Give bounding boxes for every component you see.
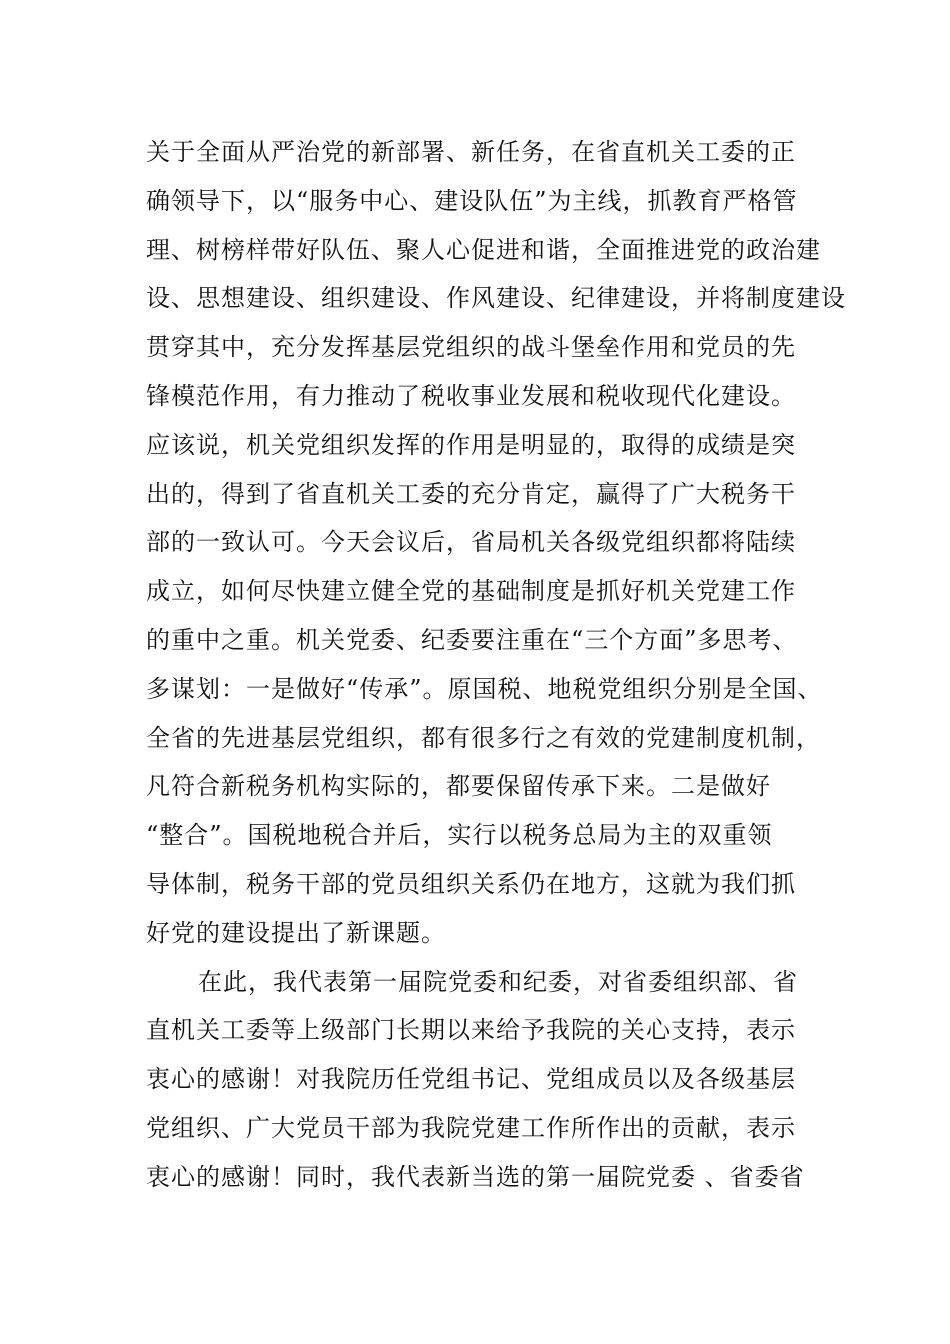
text-line: 成立，如何尽快建立健全党的基础制度是抓好机关党建工作 — [146, 577, 796, 606]
text-line: 出的，得到了省直机关工委的充分肯定，赢得了广大税务干 — [146, 479, 796, 508]
text-line: 多谋划：一是做好“传承”。原国税、地税党组织分别是全国、 — [146, 674, 823, 703]
text-line: 直机关工委等上级部门长期以来给予我院的关心支持，表示 — [146, 1016, 796, 1045]
text-line: 衷心的感谢！对我院历任党组书记、党组成员以及各级基层 — [146, 1065, 796, 1094]
text-line: 凡符合新税务机构实际的，都要保留传承下来。二是做好 — [146, 772, 771, 801]
text-line: 党组织、广大党员干部为我院党建工作所作出的贡献，表示 — [146, 1113, 796, 1142]
text-line: 理、树榜样带好队伍、聚人心促进和谐，全面推进党的政治建 — [146, 235, 821, 264]
text-line: 确领导下，以“服务中心、建设队伍”为主线，抓教育严格管 — [146, 186, 798, 215]
text-line: “整合”。国税地税合并后，实行以税务总局为主的双重领 — [146, 821, 773, 850]
document-body — [146, 128, 846, 1202]
text-line: 全省的先进基层党组织，都有很多行之有效的党建制度机制， — [146, 723, 821, 752]
text-line: 部的一致认可。今天会议后，省局机关各级党组织都将陆续 — [146, 528, 796, 557]
paragraph-first-line: 在此，我代表第一届院党委和纪委，对省委组织部、省 — [198, 967, 798, 996]
text-line: 设、思想建设、组织建设、作风建设、纪律建设，并将制度建设 — [146, 284, 846, 313]
text-line: 贯穿其中，充分发挥基层党组织的战斗堡垒作用和党员的先 — [146, 333, 796, 362]
text-line: 好党的建设提出了新课题。 — [146, 918, 446, 947]
text-line: 应该说，机关党组织发挥的作用是明显的，取得的成绩是突 — [146, 430, 796, 459]
text-line: 关于全面从严治党的新部署、新任务，在省直机关工委的正 — [146, 138, 796, 166]
text-line: 导体制，税务干部的党员组织关系仍在地方，这就为我们抓 — [146, 869, 796, 898]
text-line: 衷心的感谢！同时，我代表新当选的第一届院党委 、省委省 — [146, 1162, 805, 1191]
text-line: 的重中之重。机关党委、纪委要注重在“三个方面”多思考、 — [146, 625, 798, 654]
text-line: 锋模范作用，有力推动了税收事业发展和税收现代化建设。 — [146, 381, 796, 410]
